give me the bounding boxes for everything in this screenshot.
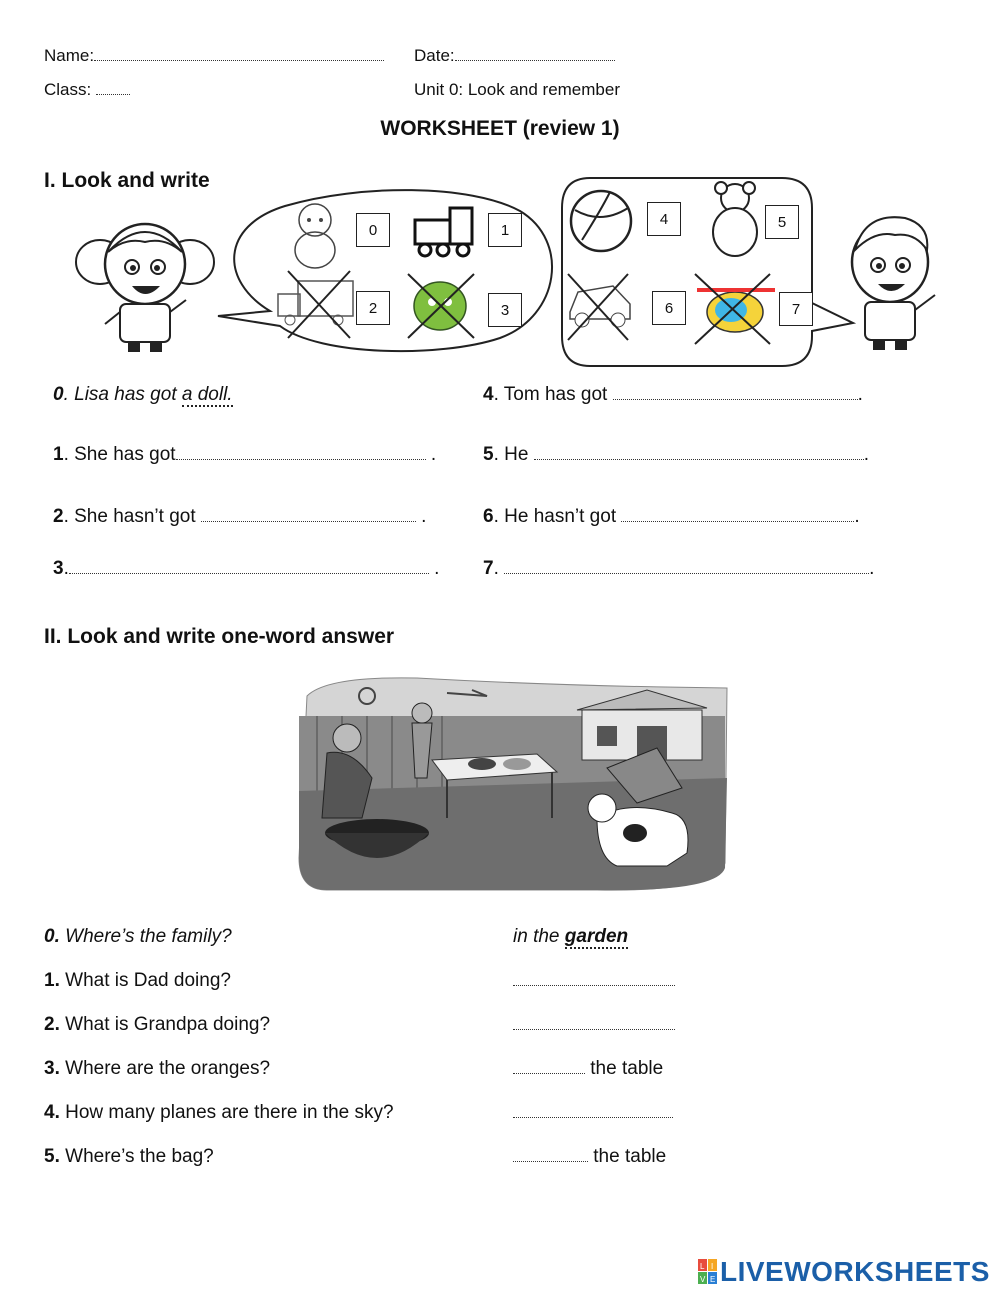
example-answer: garden: [564, 926, 629, 947]
svg-text:L: L: [700, 1262, 705, 1271]
picture-number-box: 7: [779, 292, 813, 326]
answer-line[interactable]: 6. He hasn’t got .: [483, 506, 860, 527]
garden-scene-illustration: [297, 668, 729, 898]
svg-text:I: I: [711, 1262, 714, 1271]
name-label: Name:: [44, 46, 95, 65]
picture-number-box: 4: [647, 202, 681, 236]
section-1-heading: I. Look and write: [44, 169, 210, 192]
page-title: WORKSHEET (review 1): [380, 117, 620, 140]
answer-line[interactable]: 1. She has got .: [53, 444, 437, 465]
date-label: Date:: [414, 46, 455, 65]
name-field[interactable]: [44, 46, 384, 66]
date-field[interactable]: [414, 46, 615, 66]
answer-field[interactable]: the table: [513, 1058, 663, 1080]
question-row: 2. What is Grandpa doing?: [44, 1014, 271, 1035]
boy-illustration: [845, 210, 955, 352]
question-row: 3. Where are the oranges?: [44, 1058, 271, 1079]
answer-line[interactable]: 5. He .: [483, 444, 869, 465]
right-speech-bubble: [560, 176, 860, 372]
answer-field[interactable]: [513, 1102, 673, 1124]
picture-number-box: 0: [356, 213, 390, 247]
class-field[interactable]: [44, 80, 130, 100]
example-answer: a doll.: [181, 384, 233, 405]
answer-field[interactable]: the table: [513, 1146, 666, 1168]
unit-label: Unit 0: Look and remember: [414, 80, 620, 99]
answer-line[interactable]: 3. .: [53, 558, 440, 579]
picture-number-box: 6: [652, 291, 686, 325]
logo-letters-icon: [698, 1259, 718, 1285]
answer-line[interactable]: 7. .: [483, 558, 875, 579]
example-line: 0. Lisa has got a doll.: [53, 384, 233, 405]
question-row: 1. What is Dad doing?: [44, 970, 231, 991]
liveworksheets-logo: [698, 1256, 990, 1288]
class-label: Class:: [44, 80, 92, 99]
answer-field[interactable]: [513, 1014, 675, 1036]
picture-number-box: 2: [356, 291, 390, 325]
svg-text:E: E: [710, 1275, 716, 1284]
section-2-heading: II. Look and write one-word answer: [44, 625, 395, 648]
svg-text:V: V: [700, 1275, 706, 1284]
question-row: 5. Where’s the bag?: [44, 1146, 214, 1167]
answer-line[interactable]: 2. She hasn’t got .: [53, 506, 427, 527]
question-row: 4. How many planes are there in the sky?: [44, 1102, 394, 1123]
question-row: 0. Where’s the family?: [44, 926, 232, 947]
brand-name: LIVEWORKSHEETS: [720, 1256, 990, 1287]
girl-illustration: [70, 212, 215, 354]
answer-line[interactable]: 4. Tom has got .: [483, 384, 863, 405]
picture-number-box: 3: [488, 293, 522, 327]
picture-number-box: 5: [765, 205, 799, 239]
picture-number-box: 1: [488, 213, 522, 247]
answer-field[interactable]: [513, 970, 675, 992]
example-answer-row: in the garden: [513, 926, 629, 947]
